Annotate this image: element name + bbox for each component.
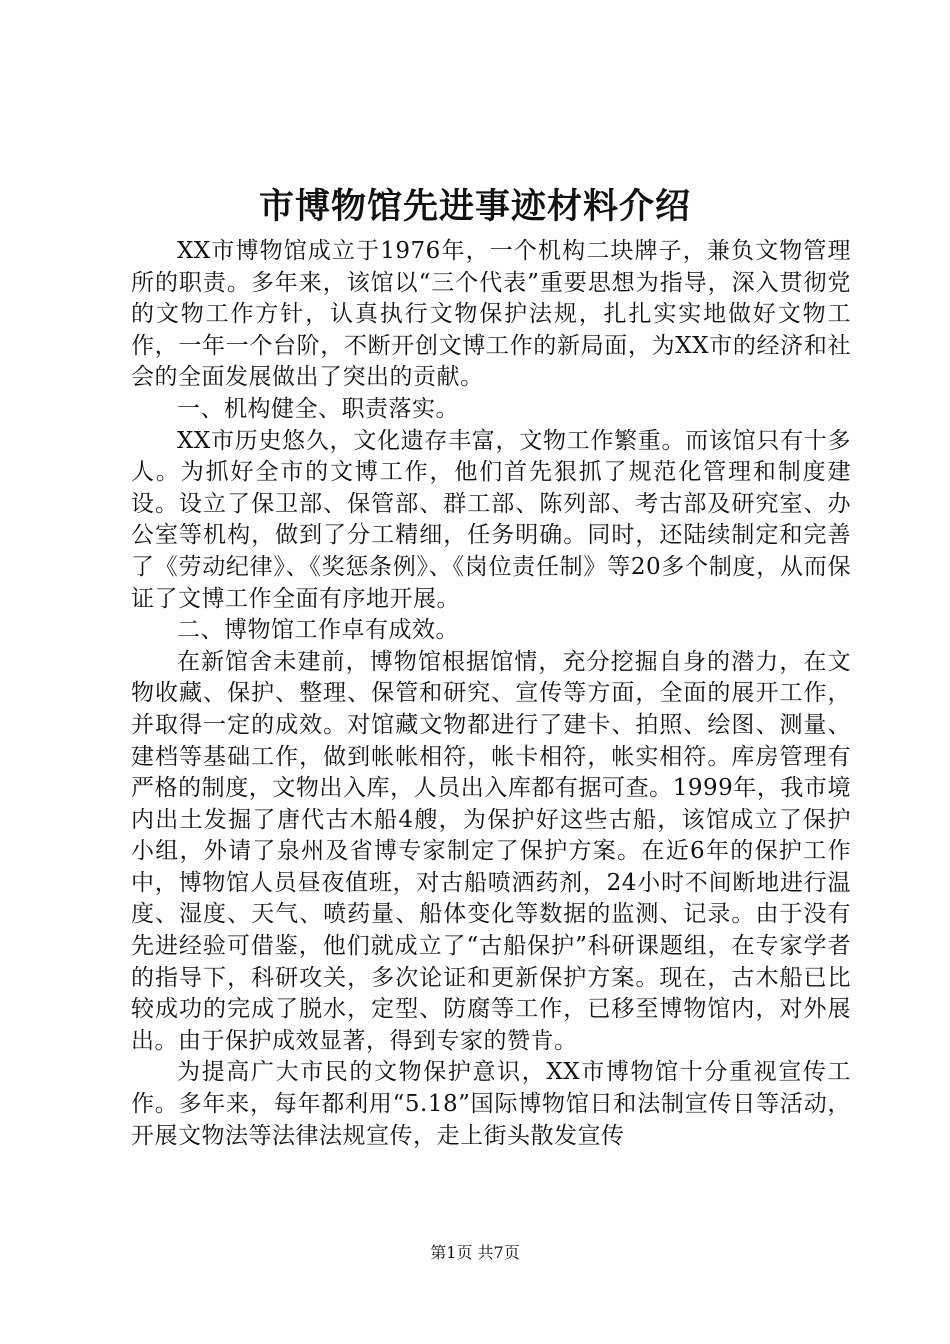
document-body: [131, 236, 851, 1152]
page-number-footer: 第1页 共7页: [430, 1243, 520, 1262]
document-title: 市博物馆先进事迹材料介绍: [258, 186, 691, 227]
paragraph-intro: XX市博物馆成立于1976年，一个机构二块牌子，兼负文物管理所的职责。多年来，该馆以“三个代表”重要思想为指导，深入贯彻党的文物工作方针，认真执行文物保护法规，扎扎实实地做好文物工作，一年一个台阶，不断开创文博工作的新局面，为XX市的经济和社会的全面发展做出了突出的贡献。: [131, 238, 851, 391]
paragraph-publicity: 为提高广大市民的文物保护意识，XX市博物馆十分重视宣传工作。多年来，每年都利用“5.18”国际博物馆日和法制宣传日等活动，开展文物法等法律法规宣传，走上街头散发宣传: [131, 1059, 851, 1149]
section-heading-1: 一、机构健全、职责落实。: [177, 395, 459, 422]
paragraph-organization: XX市历史悠久，文化遗存丰富，文物工作繁重。而该馆只有十多人。为抓好全市的文博工作，他们首先狠抓了规范化管理和制度建设。设立了保卫部、保管部、群工部、陈列部、考古部及研究室、办公室等机构，做到了分工精细，任务明确。同时，还陆续制定和完善了《劳动纪律》、《奖惩条例》、《岗位责任制》等20多个制度，从而保证了文博工作全面有序地开展。: [131, 427, 851, 612]
paragraph-achievements: 在新馆舍未建前，博物馆根据馆情，充分挖掘自身的潜力，在文物收藏、保护、整理、保管和研究、宣传等方面，全面的展开工作，并取得一定的成效。对馆藏文物都进行了建卡、拍照、绘图、测量、建档等基础工作，做到帐帐相符，帐卡相符，帐实相符。库房管理有严格的制度，文物出入库，人员出入库都有据可查。1999年，我市境内出土发掘了唐代古木船4艘，为保护好这些古船，该馆成立了保护小组，外请了泉州及省博专家制定了保护方案。在近6年的保护工作中，博物馆人员昼夜值班，对古船喷洒药剂，24小时不间断地进行温度、湿度、天气、喷药量、船体变化等数据的监测、记录。由于没有先进经验可借鉴，他们就成立了“古船保护”科研课题组，在专家学者的指导下，科研攻关，多次论证和更新保护方案。现在，古木船已比较成功的完成了脱水，定型、防腐等工作，已移至博物馆内，对外展出。由于保护成效显著，得到专家的赞肯。: [131, 648, 851, 1054]
section-heading-2: 二、博物馆工作卓有成效。: [177, 617, 459, 644]
